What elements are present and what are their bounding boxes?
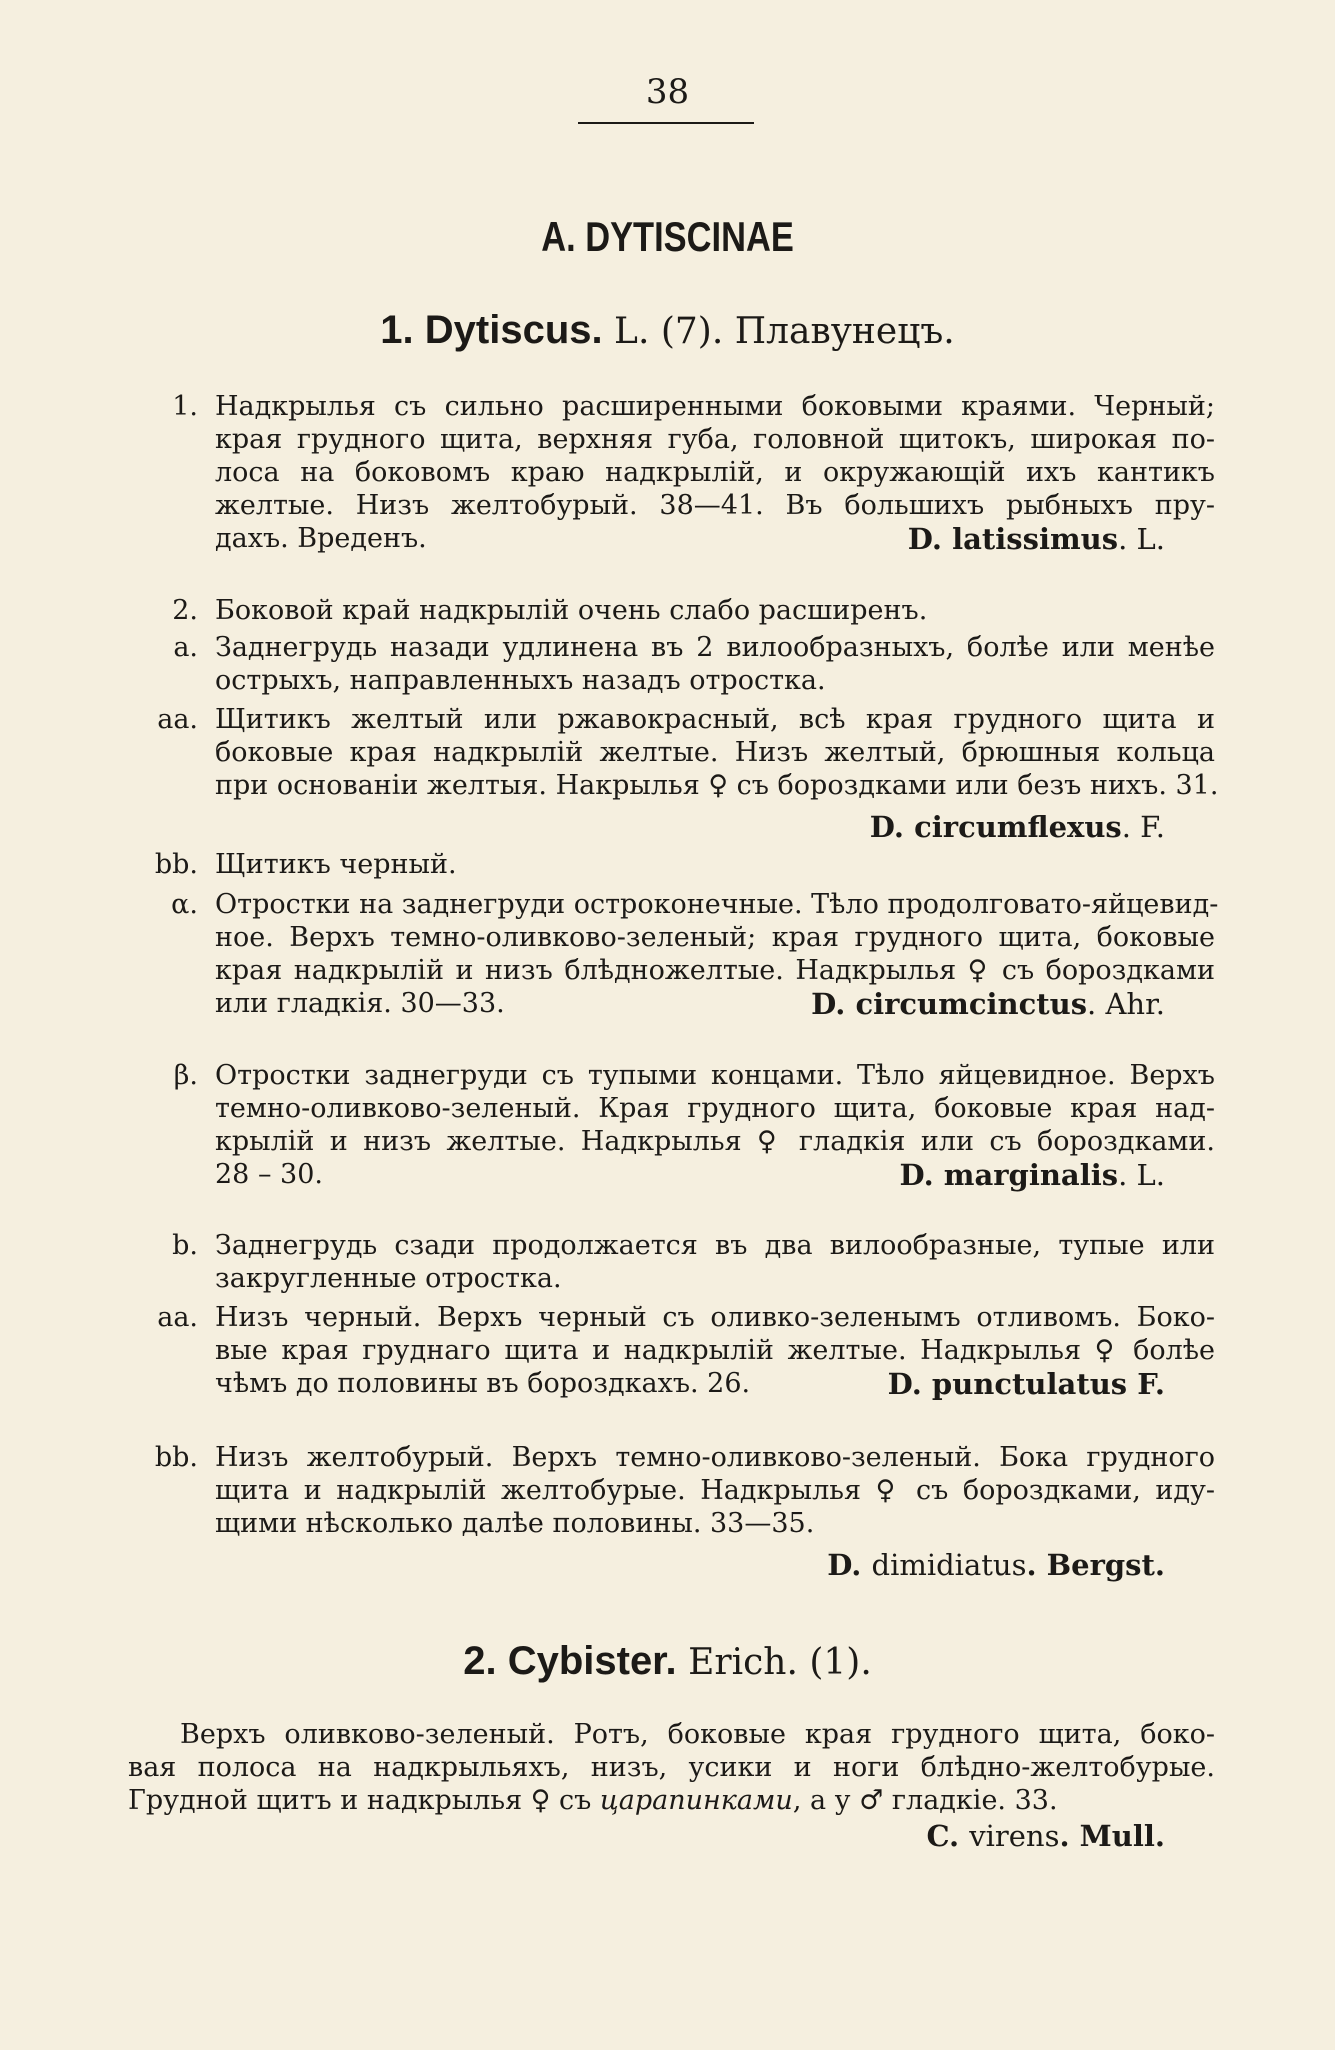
species-name: D. dimidiatus. Bergst.: [827, 1548, 1165, 1582]
text-line: щими нѣсколько далѣе половины. 33—35.: [215, 1508, 815, 1539]
text-line: Щитикъ желтый или ржавокрасный, всѣ края грудного щита и: [215, 704, 1215, 735]
entry-marker: bb.: [154, 849, 198, 880]
text-line: чѣмъ до половины въ бороздкахъ. 26.: [215, 1368, 751, 1399]
text-line: закругленные отростка.: [215, 1263, 562, 1294]
text-line: Низъ черный. Верхъ черный съ оливко-зеленымъ отливомъ. Боко-: [215, 1302, 1215, 1333]
text-line: Надкрылья съ сильно расширенными боковыми краями. Черный;: [215, 391, 1215, 422]
entry-marker: aa.: [157, 704, 198, 735]
species-name: D. circumcinctus. Ahr.: [811, 987, 1165, 1021]
text-line: края надкрылій и низъ блѣдножелтые. Надкрылья ♀ съ бороздками: [215, 955, 1215, 986]
entry-marker: bb.: [154, 1442, 198, 1473]
genus-heading-dytiscus: [0, 307, 1335, 355]
entry-marker: aa.: [157, 1302, 198, 1333]
entry-marker: b.: [172, 1230, 198, 1261]
text-line: темно-оливково-зеленый. Края грудного щита, боковые края над-: [215, 1093, 1215, 1124]
text-line: при основаніи желтыя. Накрылья ♀ съ бороздками или безъ нихъ. 31.: [215, 770, 1219, 801]
page-number: 38: [645, 72, 690, 112]
subfamily-heading: A. DYTISCINAE: [541, 213, 794, 260]
text-line: Грудной щитъ и надкрылья ♀ съ царапинками, а у ♂ гладкіе. 33.: [128, 1785, 1058, 1816]
species-name: D. latissimus. L.: [907, 522, 1165, 556]
text-line: острыхъ, направленныхъ назадъ отростка.: [215, 665, 826, 696]
text-line: Заднегрудь назади удлинена въ 2 вилообразныхъ, болѣе или менѣе: [215, 632, 1215, 663]
species-name: D. punctulatus F.: [887, 1367, 1165, 1401]
text-line: дахъ. Вреденъ.: [215, 523, 427, 554]
text-line: 28 – 30.: [215, 1159, 323, 1190]
genus-name: 2. Cybister.: [463, 1639, 677, 1683]
text-line: Отростки на заднегруди остроконечные. Тѣло продолговато-яйцевид-: [215, 889, 1219, 920]
species-name: C. virens. Mull.: [926, 1819, 1165, 1853]
text-line: лоса на боковомъ краю надкрылій, и окружающій ихъ кантикъ: [215, 457, 1215, 488]
entry-marker: a.: [173, 632, 198, 663]
text-line: Щитикъ черный.: [215, 849, 457, 880]
genus-author: L. (7). Плавунецъ.: [602, 311, 955, 352]
header-rule: [578, 122, 754, 124]
text-line: ное. Верхъ темно-оливково-зеленый; края грудного щита, боковые: [215, 922, 1215, 953]
species-name: D. circumflexus. F.: [869, 810, 1165, 844]
text-line: крылій и низъ желтые. Надкрылья ♀ гладкія или съ бороздками.: [215, 1126, 1215, 1157]
italic-term: царапинками: [599, 1785, 793, 1816]
text-line: Заднегрудь сзади продолжается въ два вилообразные, тупые или: [215, 1230, 1215, 1261]
text-line: Отростки заднегруди съ тупыми концами. Тѣло яйцевидное. Верхъ: [215, 1060, 1215, 1091]
text-line: Боковой край надкрылій очень слабо расширенъ.: [215, 595, 928, 626]
text-line: Низъ желтобурый. Верхъ темно-оливково-зеленый. Бока грудного: [215, 1442, 1215, 1473]
genus-heading-cybister: [0, 1638, 1335, 1686]
text-line: вая полоса на надкрыльяхъ, низъ, усики и ноги блѣдно-желтобурые.: [128, 1752, 1215, 1783]
entry-marker: 1.: [172, 391, 198, 422]
text-line: щита и надкрылій желтобурые. Надкрылья ♀ съ бороздками, иду-: [215, 1475, 1215, 1506]
text-line: или гладкія. 30—33.: [215, 988, 505, 1019]
entry-marker: 2.: [172, 595, 198, 626]
text-line: Верхъ оливково-зеленый. Ротъ, боковые края грудного щита, боко-: [180, 1719, 1215, 1750]
entry-marker: α.: [171, 889, 198, 920]
genus-author: Erich. (1).: [676, 1642, 872, 1683]
text-line: вые края груднаго щита и надкрылій желтые. Надкрылья ♀ болѣе: [215, 1335, 1215, 1366]
text-line: боковые края надкрылій желтые. Низъ желтый, брюшныя кольца: [215, 737, 1215, 768]
species-name: D. marginalis. L.: [899, 1158, 1165, 1192]
genus-name: 1. Dytiscus.: [380, 308, 603, 352]
entry-marker: β.: [173, 1060, 198, 1091]
text-line: края грудного щита, верхняя губа, головной щитокъ, широкая по-: [215, 424, 1215, 455]
text-line: желтые. Низъ желтобурый. 38—41. Въ большихъ рыбныхъ пру-: [215, 490, 1215, 521]
